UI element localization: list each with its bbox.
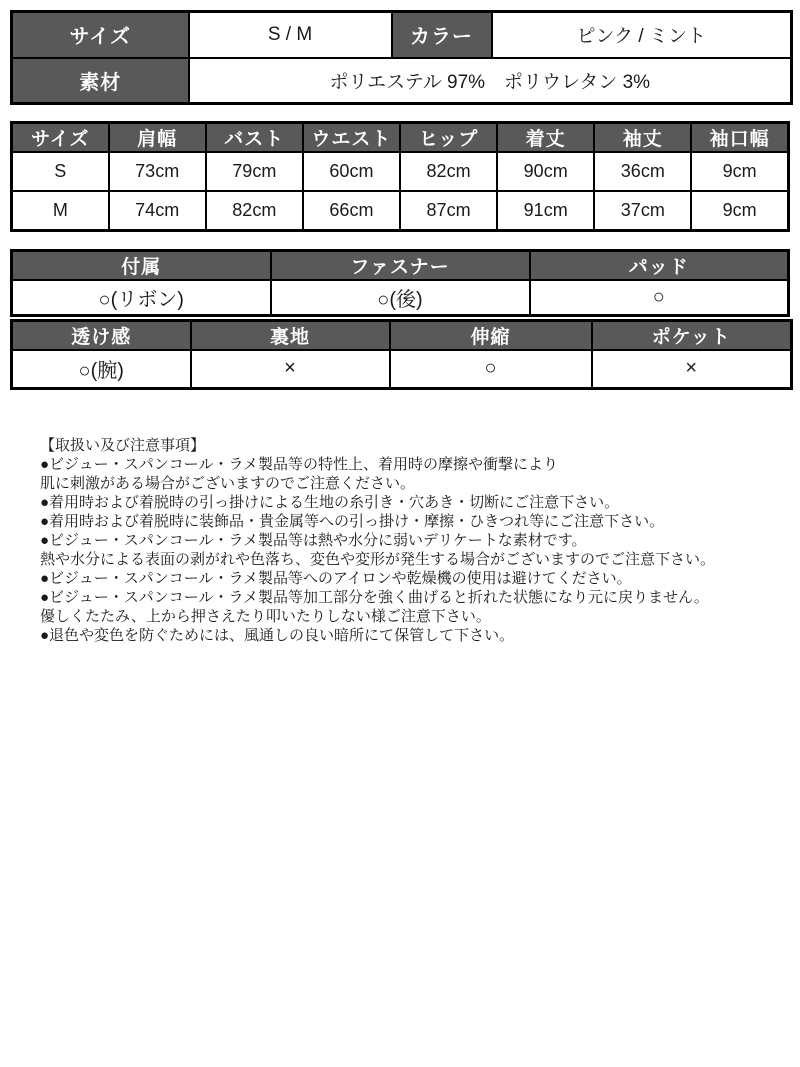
lining-header: 裏地 <box>191 321 390 351</box>
info-row-material <box>12 58 792 104</box>
features1-header-row <box>12 250 789 280</box>
measure-s-sleeve: 36cm <box>594 152 691 191</box>
sheerness-value: ○(腕) <box>12 350 191 388</box>
measure-header-size: サイズ <box>12 123 109 153</box>
care-note-line: ●着用時および着脱時の引っ掛けによる生地の糸引き・穴あき・切断にご注意下さい。 <box>40 493 620 511</box>
care-note-line: ●ビジュー・スパンコール・ラメ製品等へのアイロンや乾燥機の使用は避けてください。 <box>40 569 632 587</box>
measure-m-sleeve: 37cm <box>594 191 691 230</box>
pocket-header: ポケット <box>592 321 792 351</box>
measure-s-bust: 79cm <box>206 152 303 191</box>
features1-value-row <box>12 280 789 316</box>
measure-s-length: 90cm <box>497 152 594 191</box>
measure-header-sleeve: 袖丈 <box>594 123 691 153</box>
measure-m-waist: 66cm <box>303 191 400 230</box>
measure-header-shoulder: 肩幅 <box>109 123 206 153</box>
material-value-cell: ポリエステル 97% ポリウレタン 3% <box>189 58 792 104</box>
care-note-line: 熱や水分による表面の剥がれや色落ち、変色や変形が発生する場合がございますのでご注意下さい。 <box>40 550 716 568</box>
accessory-header: 付属 <box>12 250 271 280</box>
care-notes <box>10 436 790 645</box>
care-notes-title: 【取扱い及び注意事項】 <box>40 436 206 454</box>
stretch-value: ○ <box>390 350 592 388</box>
care-note-line: ●ビジュー・スパンコール・ラメ製品等加工部分を強く曲げると折れた状態になり元に戻りません。 <box>40 588 709 606</box>
measurements-row-s <box>12 152 789 191</box>
info-row-size-color <box>12 12 792 58</box>
measure-s-cuff: 9cm <box>691 152 788 191</box>
care-note-line: ●着用時および着脱時に装飾品・貴金属等への引っ掛け・摩擦・ひきつれ等にご注意下さい。 <box>40 512 665 530</box>
measure-m-shoulder: 74cm <box>109 191 206 230</box>
measurements-row-m <box>12 191 789 230</box>
measure-header-hip: ヒップ <box>400 123 497 153</box>
accessory-value: ○(リボン) <box>12 280 271 316</box>
care-note-line: 優しくたたみ、上から押さえたり叩いたりしない様ご注意下さい。 <box>40 607 491 625</box>
fastener-header: ファスナー <box>271 250 530 280</box>
size-label-cell: サイズ <box>12 12 189 58</box>
measure-m-bust: 82cm <box>206 191 303 230</box>
measurements-header-row <box>12 123 789 153</box>
measure-m-hip: 87cm <box>400 191 497 230</box>
measurements-table <box>10 121 790 232</box>
measure-m-length: 91cm <box>497 191 594 230</box>
measure-s-shoulder: 73cm <box>109 152 206 191</box>
care-note-line: ●ビジュー・スパンコール・ラメ製品等は熱や水分に弱いデリケートな素材です。 <box>40 531 587 549</box>
fastener-value: ○(後) <box>271 280 530 316</box>
measure-header-length: 着丈 <box>497 123 594 153</box>
sheerness-header: 透け感 <box>12 321 191 351</box>
lining-value: × <box>191 350 390 388</box>
care-note-line: ●退色や変色を防ぐためには、風通しの良い暗所にて保管して下さい。 <box>40 626 515 644</box>
material-label-cell: 素材 <box>12 58 189 104</box>
features2-header-row <box>12 321 792 351</box>
pad-value: ○ <box>530 280 789 316</box>
measure-s-hip: 82cm <box>400 152 497 191</box>
care-note-line: 肌に刺激がある場合がございますのでご注意ください。 <box>40 474 416 492</box>
features-table-1 <box>10 249 790 318</box>
measure-header-waist: ウエスト <box>303 123 400 153</box>
stretch-header: 伸縮 <box>390 321 592 351</box>
pad-header: パッド <box>530 250 789 280</box>
care-note-line: ●ビジュー・スパンコール・ラメ製品等の特性上、着用時の摩擦や衝撃により <box>40 455 559 473</box>
color-value-cell: ピンク / ミント <box>492 12 792 58</box>
measure-s-size: S <box>12 152 109 191</box>
size-value-cell: S / M <box>189 12 392 58</box>
measure-m-size: M <box>12 191 109 230</box>
measure-m-cuff: 9cm <box>691 191 788 230</box>
features-table-2 <box>10 319 793 390</box>
color-label-cell: カラー <box>392 12 492 58</box>
measure-header-cuff: 袖口幅 <box>691 123 788 153</box>
product-info-table <box>10 10 793 105</box>
features2-value-row <box>12 350 792 388</box>
measure-s-waist: 60cm <box>303 152 400 191</box>
pocket-value: × <box>592 350 792 388</box>
measure-header-bust: バスト <box>206 123 303 153</box>
